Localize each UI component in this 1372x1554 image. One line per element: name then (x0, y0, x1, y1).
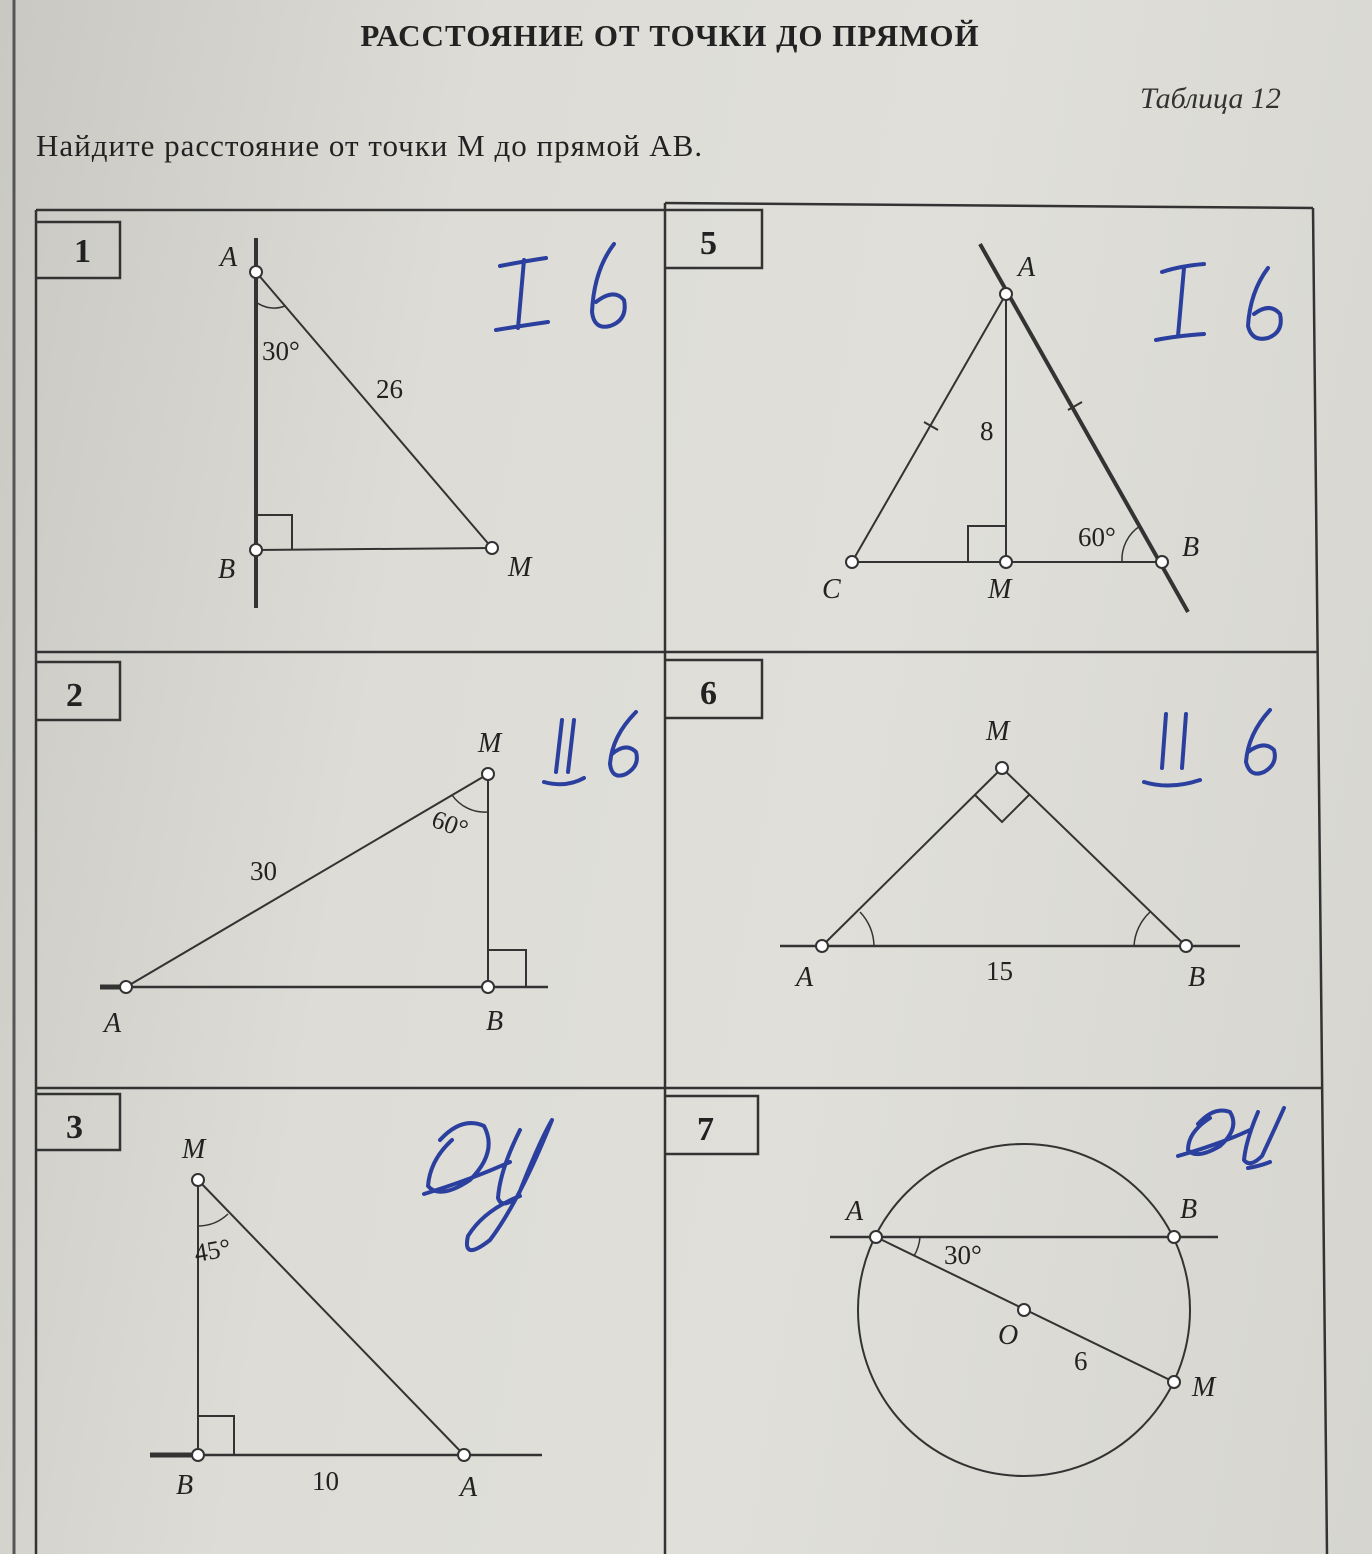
point-label: B (176, 1470, 194, 1501)
angle-label: 60° (427, 804, 473, 845)
number-boxes (36, 210, 762, 1154)
table-label: Таблица 12 (1140, 82, 1281, 115)
point-label: M (508, 552, 532, 583)
figure-problem-1 (218, 238, 625, 608)
point-label: A (220, 242, 238, 273)
point-label: A (1018, 252, 1036, 283)
angle-label: 45° (192, 1233, 233, 1268)
point-label: A (104, 1008, 122, 1039)
point-label: O (998, 1320, 1019, 1351)
handwritten-note-icon (544, 720, 584, 784)
point-label: C (822, 574, 841, 605)
angle-label: 60° (1078, 522, 1116, 552)
point-label: A (796, 962, 814, 993)
figure-problem-6 (780, 710, 1275, 993)
length-label: 15 (986, 956, 1013, 986)
length-label: 30 (250, 856, 277, 886)
problem-grid (36, 203, 1327, 1554)
point-label: M (1192, 1372, 1216, 1403)
figure-problem-7 (830, 1108, 1284, 1476)
length-label: 6 (1074, 1346, 1088, 1376)
problem-number-6: 6 (700, 675, 717, 712)
task-statement: Найдите расстояние от точки М до прямой АВ. (36, 128, 704, 163)
angle-label: 30° (262, 336, 300, 366)
length-label: 26 (376, 374, 403, 404)
length-label: 10 (312, 1466, 339, 1496)
handwritten-note-icon (1156, 264, 1204, 340)
handwritten-note-icon (1178, 1108, 1284, 1168)
point-label: B (1188, 962, 1206, 993)
page-title: РАССТОЯНИЕ ОТ ТОЧКИ ДО ПРЯМОЙ (360, 18, 980, 53)
problem-number-1: 1 (74, 233, 91, 270)
figure-problem-2 (100, 712, 637, 1039)
point-label: M (478, 728, 502, 759)
figure-problem-3 (150, 1120, 552, 1503)
length-label: 8 (980, 416, 994, 446)
problem-number-3: 3 (66, 1109, 83, 1146)
point-label: B (1180, 1194, 1198, 1225)
problem-number-7: 7 (697, 1111, 714, 1148)
point-label: B (1182, 532, 1200, 563)
handwritten-note-icon (1144, 714, 1200, 786)
angle-label: 30° (944, 1240, 982, 1270)
figure-problem-5 (822, 244, 1281, 612)
problem-number-5: 5 (700, 225, 717, 262)
point-label: M (986, 716, 1010, 747)
problem-number-2: 2 (66, 677, 83, 714)
handwritten-note-icon (496, 258, 548, 330)
point-label: A (460, 1472, 478, 1503)
point-label: M (182, 1134, 206, 1165)
point-label: M (988, 574, 1012, 605)
point-label: B (218, 554, 236, 585)
handwritten-note-icon (592, 244, 625, 327)
point-label: A (846, 1196, 864, 1227)
handwritten-note-icon (610, 712, 637, 776)
handwritten-note-icon (1246, 710, 1275, 774)
point-label: B (486, 1006, 504, 1037)
handwritten-note-icon (424, 1120, 552, 1250)
handwritten-note-icon (1248, 268, 1281, 339)
